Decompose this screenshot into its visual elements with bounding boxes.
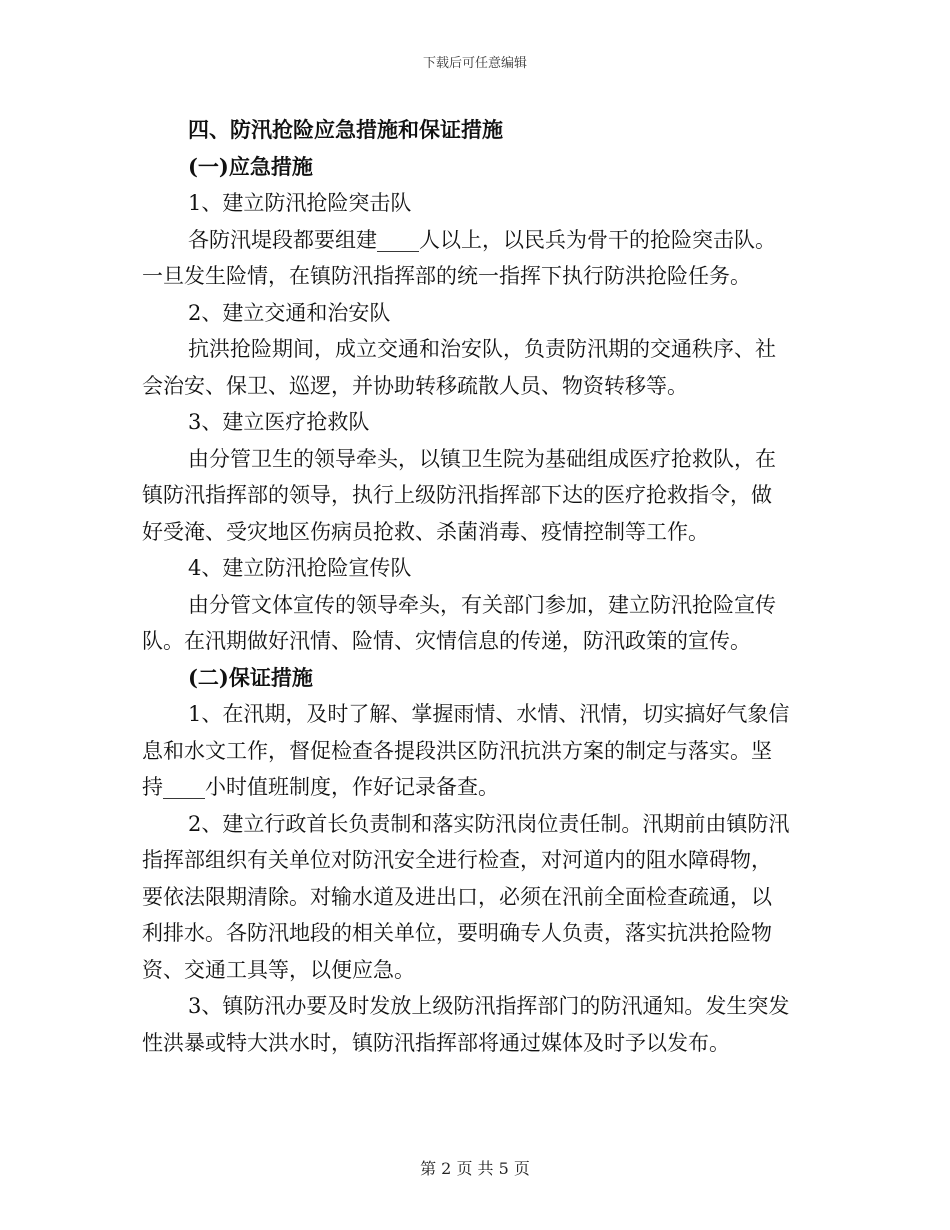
paragraph-line: 指挥部组织有关单位对防汛安全进行检查，对河道内的阻水障碍物， xyxy=(142,848,772,872)
document-body xyxy=(142,112,806,1061)
paragraph-line: 资、交通工具等，以便应急。 xyxy=(142,957,415,982)
paragraph-line: 各防汛堤段都要组建____人以上，以民兵为骨干的抢险突击队。 xyxy=(188,227,776,252)
paragraph-line: 性洪暴或特大洪水时，镇防汛指挥部将通过媒体及时予以发布。 xyxy=(142,1030,730,1055)
page-header: 下载后可任意编辑 xyxy=(422,56,527,71)
item-heading: 3、建立医疗抢救队 xyxy=(188,410,370,434)
paragraph-line: 队。在汛期做好汛情、险情、灾情信息的传递，防汛政策的宣传。 xyxy=(142,629,751,653)
paragraph-line: 一旦发生险情，在镇防汛指挥部的统一指挥下执行防洪抢险任务。 xyxy=(142,264,751,288)
paragraph-line: 好受淹、受灾地区伤病员抢救、杀菌消毒、疫情控制等工作。 xyxy=(142,519,709,544)
paragraph-line: 由分管卫生的领导牵头，以镇卫生院为基础组成医疗抢救队，在 xyxy=(188,446,776,471)
paragraph-line: 由分管文体宣传的领导牵头，有关部门参加，建立防汛抢险宣传 xyxy=(188,592,776,617)
paragraph-line: 要依法限期清除。对输水道及进出口，必须在汛前全面检查疏通，以 xyxy=(142,884,772,909)
paragraph-line: 3、镇防汛办要及时发放上级防汛指挥部门的防汛通知。发生突发 xyxy=(188,994,790,1018)
item-heading: 1、建立防汛抢险突击队 xyxy=(188,191,412,215)
paragraph-line: 利排水。各防汛地段的相关单位，要明确专人负责，落实抗洪抢险物 xyxy=(142,921,772,945)
paragraph-line: 抗洪抢险期间，成立交通和治安队，负责防汛期的交通秩序、社 xyxy=(188,337,776,361)
paragraph-line: 持____小时值班制度，作好记录备查。 xyxy=(142,775,499,799)
section-heading: 四、防汛抢险应急措施和保证措施 xyxy=(188,117,503,142)
page-footer: 第 2 页 共 5 页 xyxy=(420,1159,530,1178)
paragraph-line: 会治安、保卫、巡逻，并协助转移疏散人员、物资转移等。 xyxy=(142,373,688,398)
paragraph-line: 1、在汛期，及时了解、掌握雨情、水情、汛情，切实搞好气象信 xyxy=(188,702,790,726)
subsection-heading: (二)保证措施 xyxy=(188,664,313,690)
subsection-heading: (一)应急措施 xyxy=(188,153,313,179)
paragraph-line: 息和水文工作，督促检查各提段洪区防汛抗洪方案的制定与落实。坚 xyxy=(142,738,772,763)
item-heading: 4、建立防汛抢险宣传队 xyxy=(188,556,412,580)
paragraph-line: 镇防汛指挥部的领导，执行上级防汛指挥部下达的医疗抢救指令，做 xyxy=(142,483,772,507)
item-heading: 2、建立交通和治安队 xyxy=(188,300,391,325)
paragraph-line: 2、建立行政首长负责制和落实防汛岗位责任制。汛期前由镇防汛 xyxy=(188,811,790,836)
